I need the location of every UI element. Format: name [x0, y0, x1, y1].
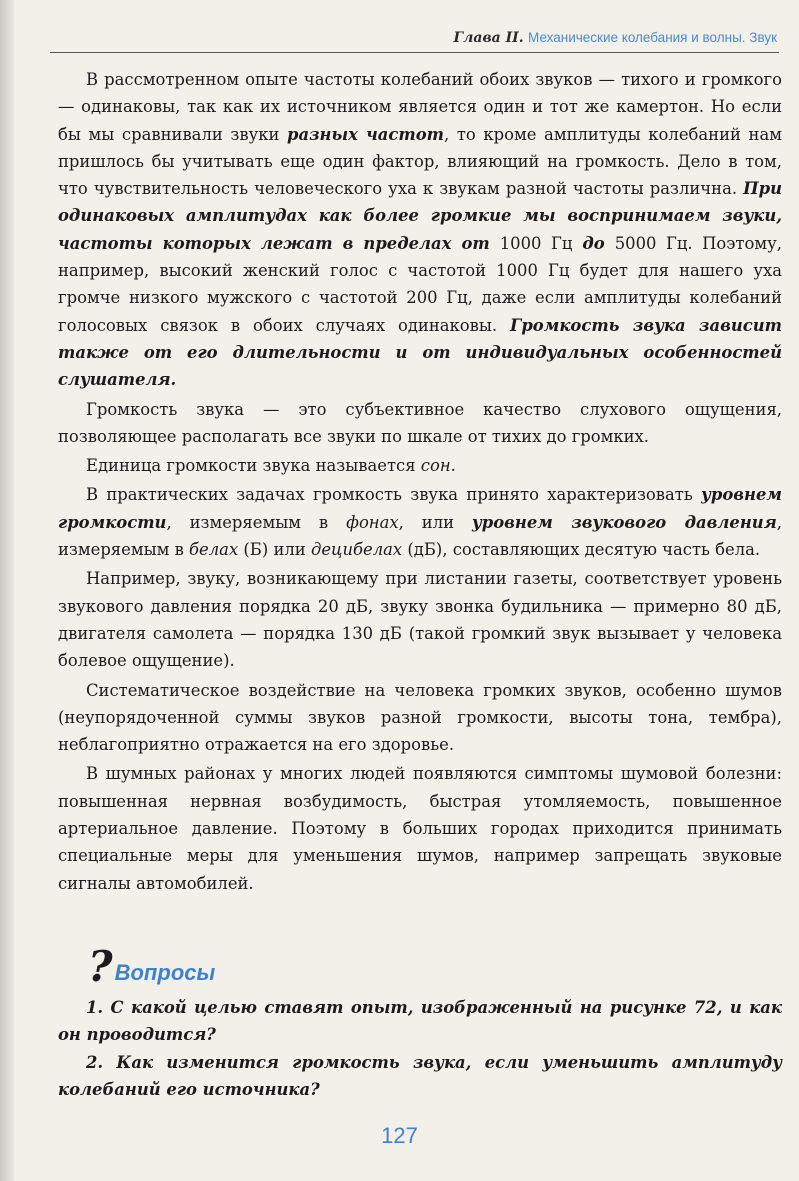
- chapter-label: Глава II.: [453, 30, 524, 46]
- text-run: В практических задачах громкость звука принято характеризовать: [86, 485, 702, 505]
- paragraph: [58, 452, 782, 479]
- text-run: . Поэтому, например, высокий женский голос с частотой 1000 Гц будет для нашего уха громче низкого мужского с частотой 200 Гц, даже если амплитуды колебаний голосовых связок в обоих случаях одинаковы.: [58, 233, 782, 335]
- emphasized-term: децибелах: [310, 540, 403, 560]
- page-spine-shadow: [0, 0, 14, 1181]
- text-run: 1000 Гц: [499, 233, 573, 253]
- text-run: Систематическое воздействие на человека громких звуков, особенно шумов (неупорядоченной суммы звуков разной громкости, высоты тона, тембра), неблагоприятно отражается на его здоровье.: [58, 680, 782, 755]
- page-number: 127: [381, 1123, 418, 1148]
- text-run: (Б) или: [238, 540, 311, 560]
- emphasized-term: белах: [189, 540, 239, 560]
- question-mark-icon: ?: [88, 942, 113, 991]
- text-run: В шумных районах у многих людей появляются симптомы шумовой болезни: повышенная нервная возбудимость, быстрая утомляемость, повышенное артериальное давление. Поэтому в больших городах приходится принимать специальные меры для уменьшения шумов, например запрещать звуковые сигналы автомобилей.: [58, 764, 782, 893]
- paragraph: [58, 677, 782, 759]
- header-rule: [50, 52, 779, 53]
- questions-list: [58, 994, 782, 1103]
- text-run: 5000 Гц: [614, 233, 688, 253]
- text-run: , измеряемым в: [58, 512, 782, 560]
- chapter-topic: Механические колебания и волны. Звук: [528, 30, 777, 45]
- emphasized-term: Громкость звука зависит также от его длительности и от индивидуальных особенностей слушателя.: [58, 315, 782, 390]
- emphasized-term: уровнем громкости: [58, 485, 782, 532]
- paragraph: [58, 565, 782, 674]
- text-run: , или: [398, 512, 472, 532]
- emphasized-term: фонах: [346, 512, 399, 532]
- emphasized-term: При одинаковых амплитудах как более громкие мы воспринимаем звуки, частоты которых лежат в пределах от: [58, 179, 782, 253]
- question-item: 2. Как изменится громкость звука, если уменьшить амплитуду колебаний его источника?: [58, 1052, 782, 1099]
- text-run: Например, звуку, возникающему при листании газеты, соответствует уровень звукового давления порядка 20 дБ, звуку звонка будильника — примерно 80 дБ, двигателя самолета — порядка 130 дБ (такой громкий звук вызывает у человека болевое ощущение).: [58, 569, 782, 671]
- running-header: [380, 30, 777, 46]
- emphasized-term: до: [572, 233, 615, 253]
- body-text: [58, 66, 782, 899]
- text-run: .: [450, 456, 456, 476]
- emphasized-term: сон: [420, 456, 451, 476]
- text-run: Громкость звука — это субъективное качество слухового ощущения, позволяющее располагать все звуки по шкале от тихих до громких.: [58, 399, 782, 446]
- emphasized-term: уровнем звукового давления: [471, 512, 777, 532]
- text-run: В рассмотренном опыте частоты колебаний обоих звуков — тихого и громкого — одинаковы, так как их источником является один и тот же камертон. Но если бы мы сравнивали звуки: [58, 70, 782, 144]
- paragraph: [58, 760, 782, 896]
- question-item: 1. С какой целью ставят опыт, изображенный на рисунке 72, и как он проводится?: [58, 998, 782, 1045]
- questions-title: Вопросы: [114, 960, 216, 985]
- text-run: , измеряемым в: [166, 512, 347, 532]
- paragraph: [58, 481, 782, 563]
- paragraph: [58, 66, 782, 394]
- paragraph: [58, 396, 782, 451]
- text-run: , то кроме амплитуды колебаний нам пришлось бы учитывать еще один фактор, влияющий на громкость. Дело в том, что чувствительность человеческого уха к звукам разной частоты различна.: [58, 124, 783, 199]
- emphasized-term: разных частот: [287, 124, 445, 144]
- text-run: Единица громкости звука называется: [86, 456, 421, 476]
- text-run: (дБ), составляющих десятую часть бела.: [402, 540, 761, 560]
- questions-heading: [88, 942, 216, 991]
